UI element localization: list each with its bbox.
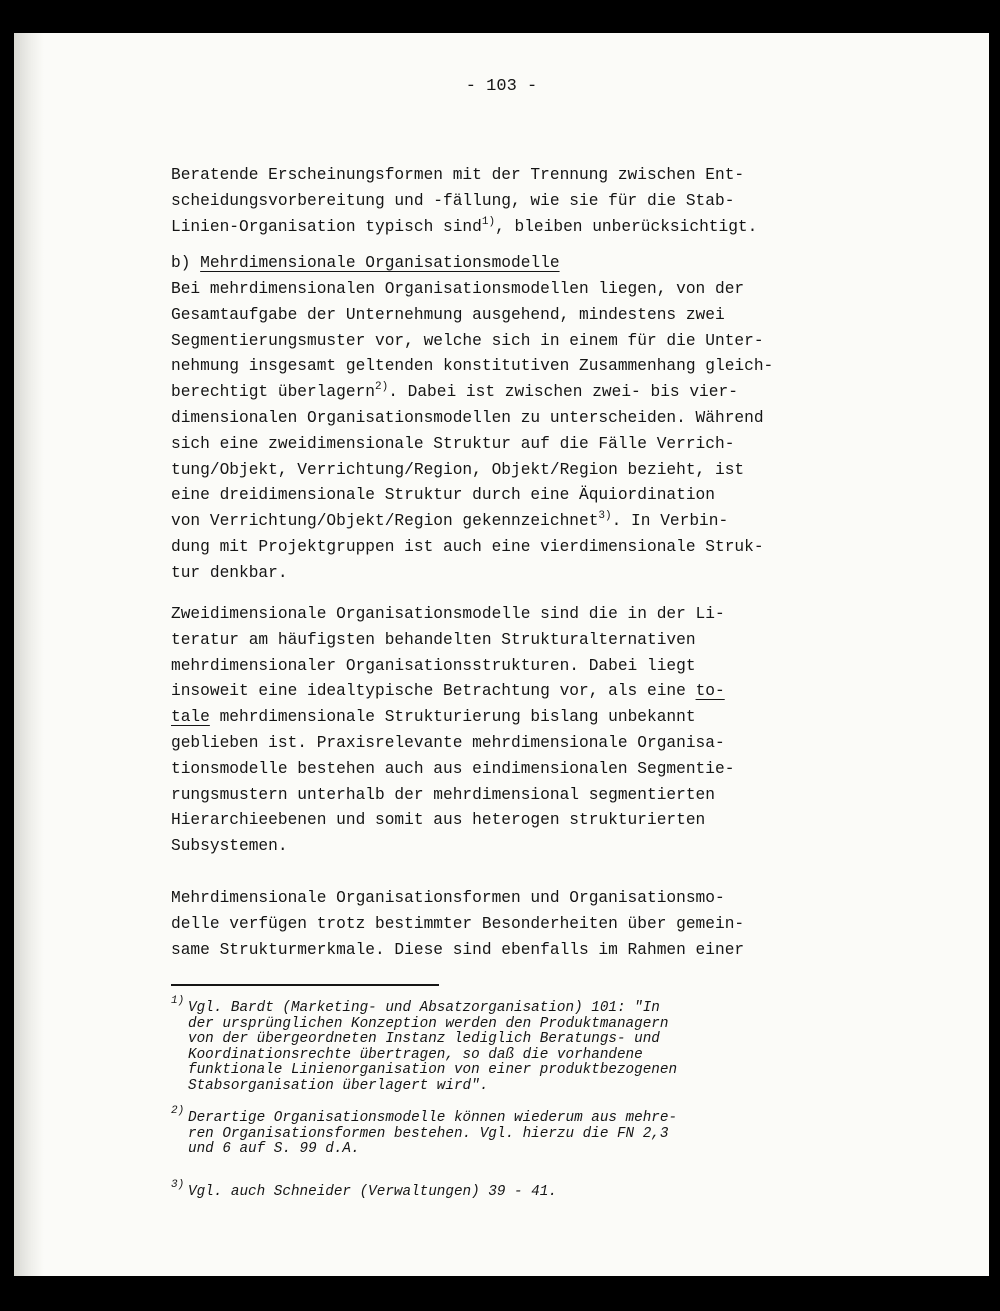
intro-paragraph [171,163,811,240]
text-line: dimensionalen Organisationsmodellen zu unterscheiden. Während [171,408,764,427]
text-line: tung/Objekt, Verrichtung/Region, Objekt/Region bezieht, ist [171,460,745,479]
footnote-2 [171,1105,811,1158]
footnote-line: Koordinationsrechte übertragen, so daß die vorhandene [188,1046,643,1063]
underlined-word: to- [695,682,725,701]
paragraph-1 [171,277,811,587]
text-line: teratur am häufigsten behandelten Strukturalternativen [171,630,696,649]
text-line: sich eine zweidimensionale Struktur auf die Fälle Verrich- [171,434,735,453]
text-line: nehmung insgesamt geltenden konstitutiven Zusammenhang gleich- [171,357,774,376]
text-line: mehrdimensionaler Organisationsstrukturen. Dabei liegt [171,656,696,675]
footnote-mark: 3) [171,1179,185,1191]
text-line: Hierarchieebenen und somit aus heterogen strukturierten [171,811,706,830]
text-line: Gesamtaufgabe der Unternehmung ausgehend, mindestens zwei [171,305,725,324]
text-line: berechtigt überlagern$^{2)}$. Dabei ist zwischen zwei- bis vier- [171,381,738,402]
footnote-line: Derartige Organisationsmodelle können wiederum aus mehre- [188,1110,678,1126]
footnote-line: von der übergeordneten Instanz lediglich Beratungs- und [188,1031,660,1048]
section-heading [171,251,811,277]
text-line: delle verfügen trotz bestimmter Besonderheiten über gemein- [171,914,745,933]
section-prefix: b) [171,254,191,272]
text-line: rungsmustern unterhalb der mehrdimensional segmentierten [171,785,715,804]
footnote-line: funktionale Linienorganisation von einer produktbezogenen [188,1062,678,1079]
text-line: Subsystemen. [171,837,288,856]
text-line: tale mehrdimensionale Strukturierung bislang unbekannt [171,708,696,727]
text-line: insoweit eine idealtypische Betrachtung vor, als eine to- [171,682,725,701]
text-line: scheidungsvorbereitung und -fällung, wie sie für die Stab- [171,191,735,210]
text-line: same Strukturmerkmale. Diese sind ebenfalls im Rahmen einer [171,940,745,959]
text-line: Beratende Erscheinungsformen mit der Trennung zwischen Ent- [171,166,745,184]
footnote-1 [171,995,811,1095]
text-line: Bei mehrdimensionalen Organisationsmodellen liegen, von der [171,280,745,298]
text-line: dung mit Projektgruppen ist auch eine vierdimensionale Struk- [171,537,764,556]
text-line: von Verrichtung/Objekt/Region gekennzeichnet$^{3)}$. In Verbin- [171,510,729,531]
text-line: tionsmodelle bestehen auch aus eindimensionalen Segmentie- [171,759,735,778]
text-line: Mehrdimensionale Organisationsformen und Organisationsmo- [171,889,725,907]
text-line: Segmentierungsmuster vor, welche sich in einem für die Unter- [171,331,764,350]
section-title: Mehrdimensionale Organisationsmodelle [200,254,560,272]
footnote-line: ren Organisationsformen bestehen. Vgl. hierzu die FN 2,3 [188,1125,669,1142]
text-line: Zweidimensionale Organisationsmodelle sind die in der Li- [171,605,725,623]
page-number: - 103 - [465,77,538,96]
paragraph-2 [171,602,811,860]
footnote-ref-1: 1) [481,215,496,228]
footnote-3 [171,1179,811,1201]
document-page [14,33,989,1276]
text-line: eine dreidimensionale Struktur durch eine Äquiordination [171,486,715,505]
text-line: geblieben ist. Praxisrelevante mehrdimensionale Organisa- [171,733,725,752]
footnote-ref-2: 2) [375,381,389,394]
footnote-ref-3: 3) [598,510,612,523]
footnote-line: der ursprünglichen Konzeption werden den Produktmanagern [188,1015,669,1032]
footnote-line: und 6 auf S. 99 d.A. [188,1141,360,1158]
footnote-divider [171,984,439,986]
footnote-line: Vgl. Bardt (Marketing- und Absatzorganisation) 101: "In [188,1000,660,1016]
footnote-mark: 2) [171,1105,185,1117]
page-binding-shadow [14,33,44,1276]
footnote-mark: 1) [171,995,185,1007]
text-line: tur denkbar. [171,563,288,582]
paragraph-3 [171,886,811,963]
footnote-line: Vgl. auch Schneider (Verwaltungen) 39 - 41. [188,1184,557,1200]
underlined-word: tale [171,708,210,727]
text-line: Linien-Organisation typisch sind$^{1)}$, bleiben unberücksichtigt. [171,215,758,236]
footnote-line: Stabsorganisation überlagert wird". [188,1077,489,1094]
